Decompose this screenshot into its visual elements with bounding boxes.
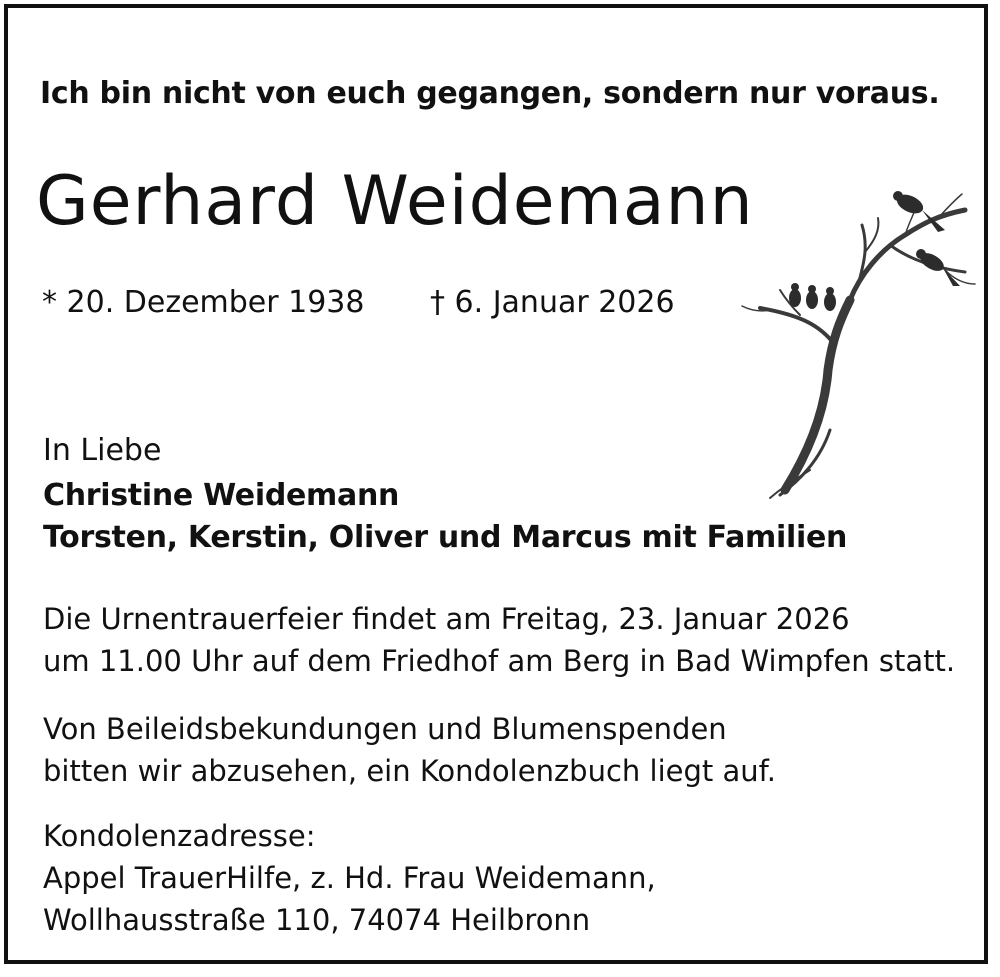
condolence-note (43, 708, 776, 792)
mourners-intro: In Liebe (43, 433, 162, 468)
address-line-2: Wollhausstraße 110, 74074 Heilbronn (43, 903, 591, 937)
condolence-line-1: Von Beileidsbekundungen und Blumenspenden (43, 712, 727, 746)
mourner-line-2: Torsten, Kerstin, Oliver und Marcus mit Familien (43, 520, 848, 555)
condolence-line-2: bitten wir abzusehen, ein Kondolenzbuch liegt auf. (43, 754, 776, 788)
condolence-address (43, 815, 656, 941)
death-date: † 6. Januar 2026 (430, 285, 675, 320)
tree-with-birds-icon (740, 180, 980, 510)
address-line-1: Appel TrauerHilfe, z. Hd. Frau Weidemann, (43, 861, 656, 895)
motto-text: Ich bin nicht von euch gegangen, sondern nur voraus. (40, 76, 940, 111)
funeral-line-2: um 11.00 Uhr auf dem Friedhof am Berg in Bad Wimpfen statt. (43, 644, 956, 678)
funeral-info (43, 598, 955, 682)
address-heading: Kondolenzadresse: (43, 819, 316, 853)
deceased-name: Gerhard Weidemann (36, 162, 754, 241)
mourner-line-1: Christine Weidemann (43, 478, 400, 513)
funeral-line-1: Die Urnentrauerfeier findet am Freitag, 23. Januar 2026 (43, 602, 850, 636)
birth-date: * 20. Dezember 1938 (42, 285, 365, 320)
